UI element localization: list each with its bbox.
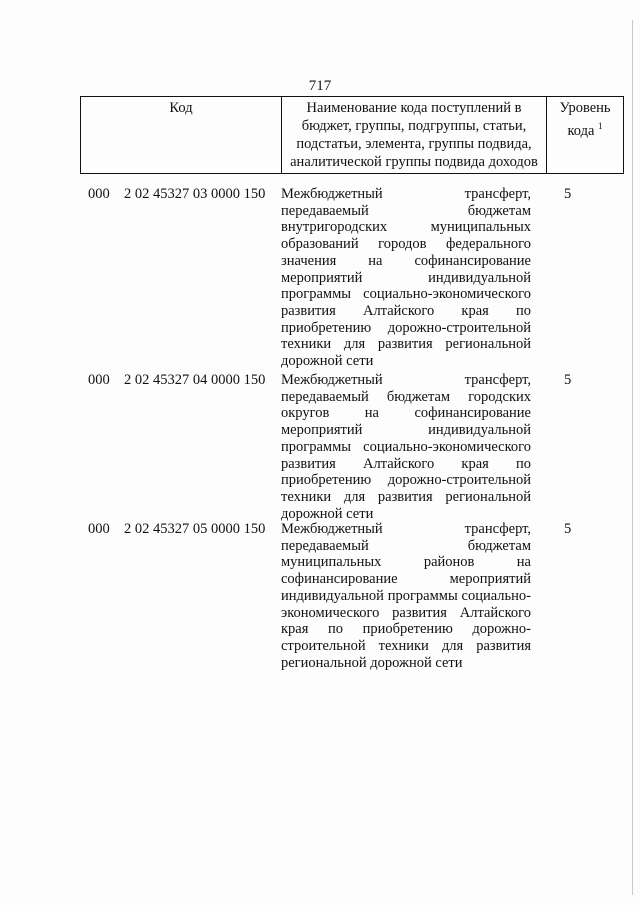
- header-name-line: Наименование кода поступлений в: [306, 100, 522, 116]
- footnote-mark: 1: [598, 121, 603, 131]
- admin-code: 000: [88, 521, 110, 537]
- description-line: софинансирование мероприятий: [281, 571, 531, 588]
- code-level: 5: [564, 372, 572, 388]
- header-level: [547, 97, 624, 174]
- description-line: Межбюджетный трансферт,: [281, 521, 531, 537]
- description-line: развития Алтайского края по: [281, 302, 531, 319]
- description-line: дорожной сети: [281, 353, 374, 370]
- description-line: техники для развития региональной: [281, 336, 531, 353]
- description-line: приобретению дорожно-строительной: [281, 319, 531, 336]
- description-line: программы социально-экономического: [281, 286, 531, 303]
- description-line: техники для развития региональной: [281, 488, 531, 505]
- header-name-line: бюджет, группы, подгруппы, статьи,: [301, 118, 527, 134]
- description-line: мероприятий индивидуальной: [281, 269, 531, 286]
- description-line: развития Алтайского края по: [281, 455, 531, 472]
- description-line: приобретению дорожно-строительной: [281, 472, 531, 489]
- description-line: Межбюджетный трансферт,: [281, 372, 531, 388]
- description-line: муниципальных районов на: [281, 554, 531, 571]
- code-level: 5: [564, 521, 572, 537]
- description-line: региональной дорожной сети: [281, 654, 463, 671]
- description-line: мероприятий индивидуальной: [281, 422, 531, 439]
- description-line: экономического развития Алтайского: [281, 604, 531, 621]
- table-header: [80, 96, 624, 174]
- revenue-description: [281, 186, 531, 370]
- admin-code: 000: [88, 186, 110, 202]
- description-line: передаваемый бюджетам: [281, 537, 531, 554]
- admin-code: 000: [88, 372, 110, 388]
- description-line: индивидуальной программы социально-: [281, 587, 531, 604]
- revenue-code: 2 02 45327 03 0000 150: [124, 186, 266, 202]
- description-line: внутригородских муниципальных: [281, 219, 531, 236]
- code-level: 5: [564, 186, 572, 202]
- description-line: программы социально-экономического: [281, 438, 531, 455]
- header-code: Код: [81, 97, 282, 174]
- description-line: строительной техники для развития: [281, 637, 531, 654]
- description-line: Межбюджетный трансферт,: [281, 186, 531, 202]
- description-line: края по приобретению дорожно-: [281, 621, 531, 638]
- header-name-line: аналитической группы подвида доходов: [290, 154, 538, 170]
- revenue-description: [281, 521, 531, 671]
- header-name: [282, 97, 547, 174]
- description-line: передаваемый бюджетам: [281, 202, 531, 219]
- header-level-line2: кода: [567, 122, 595, 139]
- description-line: округов на софинансирование: [281, 405, 531, 422]
- header-name-line: подстатьи, элемента, группы подвида,: [296, 136, 532, 152]
- description-line: дорожной сети: [281, 505, 374, 522]
- revenue-code: 2 02 45327 05 0000 150: [124, 521, 266, 537]
- revenue-description: [281, 372, 531, 522]
- description-line: значения на софинансирование: [281, 252, 531, 269]
- revenue-code: 2 02 45327 04 0000 150: [124, 372, 266, 388]
- header-level-line1: Уровень: [559, 100, 611, 116]
- page-number: 717: [308, 78, 332, 94]
- description-line: передаваемый бюджетам городских: [281, 388, 531, 405]
- description-line: образований городов федерального: [281, 236, 531, 253]
- page-edge: [632, 20, 633, 895]
